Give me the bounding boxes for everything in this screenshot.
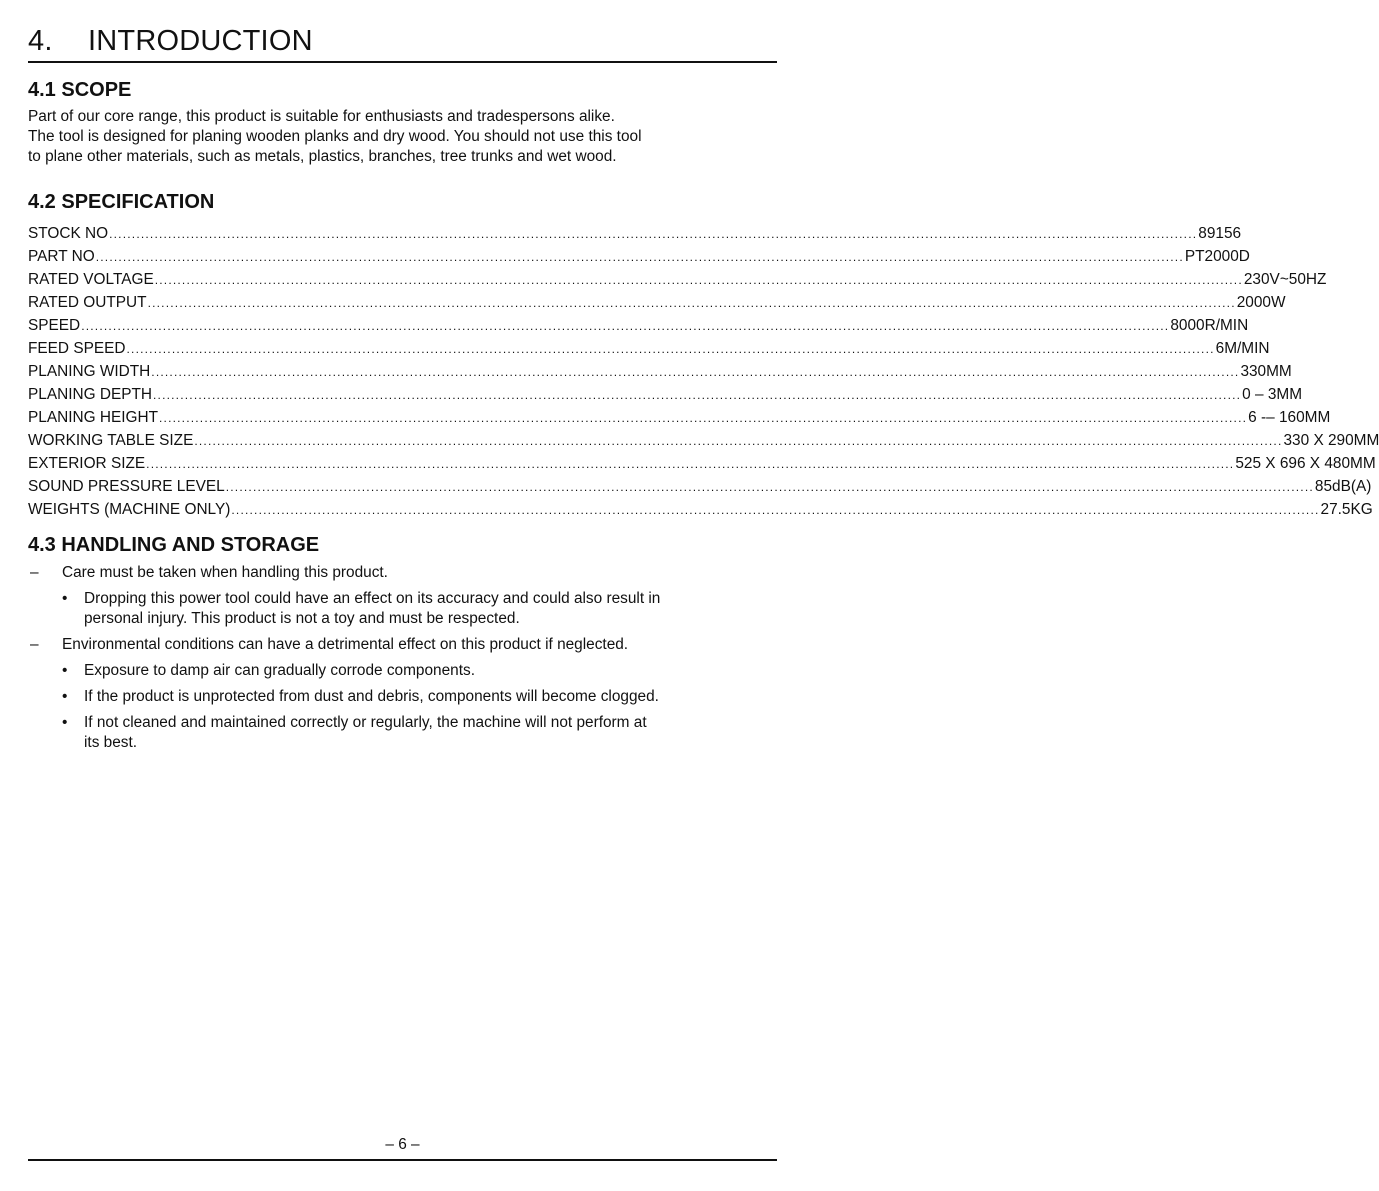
spec-row <box>28 291 1286 314</box>
spec-label: PART NO <box>28 248 95 265</box>
spec-label: RATED VOLTAGE <box>28 271 154 288</box>
spec-label: STOCK NO <box>28 225 109 242</box>
dash-marker: – <box>30 636 39 653</box>
dot-leader: ................................................................................................................................................................................................................................................ <box>153 388 1242 402</box>
spec-value: PT2000D <box>1184 248 1250 265</box>
spec-row <box>28 406 1331 429</box>
spec-label: SPEED <box>28 317 81 334</box>
footer-divider <box>28 1159 777 1161</box>
bullet-marker: • <box>62 688 68 705</box>
spec-value: 0 – 3MM <box>1242 386 1303 403</box>
handling-bullet-text: personal injury. This product is not a toy and must be respected. <box>84 610 520 627</box>
handling-heading: 4.3 HANDLING AND STORAGE <box>28 534 320 556</box>
handling-bullet <box>28 661 777 681</box>
spec-label: PLANING HEIGHT <box>28 409 158 426</box>
handling-bullet-text: If not cleaned and maintained correctly or regularly, the machine will not perform at <box>84 714 647 731</box>
handling-item <box>28 563 777 583</box>
page-number: – 6 – <box>385 1136 420 1153</box>
handling-bullet-text: Dropping this power tool could have an effect on its accuracy and could also result in <box>84 590 661 607</box>
spec-row <box>28 475 1372 498</box>
spec-value: 6 -– 160MM <box>1248 409 1331 426</box>
spec-row <box>28 360 1292 383</box>
spec-row <box>28 245 1250 268</box>
dot-leader: ................................................................................................................................................................................................................................................ <box>126 342 1215 356</box>
spec-label: SOUND PRESSURE LEVEL <box>28 478 225 495</box>
dot-leader: ................................................................................................................................................................................................................................................ <box>194 434 1283 448</box>
dot-leader: ................................................................................................................................................................................................................................................ <box>159 411 1248 425</box>
handling-bullet <box>28 589 777 629</box>
specification-list <box>28 222 1379 521</box>
spec-label: EXTERIOR SIZE <box>28 455 146 472</box>
handling-item-text: Care must be taken when handling this product. <box>62 564 388 581</box>
dash-marker: – <box>30 564 39 581</box>
spec-value: 330 X 290MM <box>1283 432 1379 449</box>
spec-value: 6M/MIN <box>1215 340 1270 357</box>
spec-label: FEED SPEED <box>28 340 126 357</box>
spec-value: 525 X 696 X 480MM <box>1235 455 1376 472</box>
spec-row <box>28 268 1327 291</box>
spec-value: 2000W <box>1236 294 1286 311</box>
title-divider <box>28 61 777 63</box>
spec-label: WEIGHTS (MACHINE ONLY) <box>28 501 231 518</box>
spec-label: RATED OUTPUT <box>28 294 147 311</box>
dot-leader: ................................................................................................................................................................................................................................................ <box>225 480 1314 494</box>
specification-heading: 4.2 SPECIFICATION <box>28 191 215 213</box>
scope-line: Part of our core range, this product is suitable for enthusiasts and tradespersons alike. <box>28 108 615 125</box>
bullet-marker: • <box>62 714 68 731</box>
spec-row <box>28 498 1373 521</box>
section-number: 4. <box>28 25 53 57</box>
spec-value: 230V~50HZ <box>1243 271 1327 288</box>
handling-bullet-text: its best. <box>84 734 138 751</box>
spec-row <box>28 452 1376 475</box>
dot-leader: ................................................................................................................................................................................................................................................ <box>95 250 1184 264</box>
manual-page <box>28 0 1379 1191</box>
spec-value: 89156 <box>1198 225 1242 242</box>
handling-list <box>28 563 777 759</box>
dot-leader: ................................................................................................................................................................................................................................................ <box>109 227 1198 241</box>
spec-row <box>28 337 1270 360</box>
spec-value: 85dB(A) <box>1314 478 1372 495</box>
spec-label: PLANING WIDTH <box>28 363 151 380</box>
handling-item-text: Environmental conditions can have a detrimental effect on this product if neglected. <box>62 636 629 653</box>
bullet-marker: • <box>62 590 68 607</box>
dot-leader: ................................................................................................................................................................................................................................................ <box>231 503 1320 517</box>
spec-value: 27.5KG <box>1320 501 1373 518</box>
handling-item <box>28 635 777 655</box>
dot-leader: ................................................................................................................................................................................................................................................ <box>147 296 1236 310</box>
section-title-text: INTRODUCTION <box>88 25 313 57</box>
handling-bullet-text: Exposure to damp air can gradually corrode components. <box>84 662 475 679</box>
spec-row <box>28 429 1379 452</box>
handling-bullet-text: If the product is unprotected from dust and debris, components will become clogged. <box>84 688 659 705</box>
dot-leader: ................................................................................................................................................................................................................................................ <box>146 457 1235 471</box>
dot-leader: ................................................................................................................................................................................................................................................ <box>154 273 1243 287</box>
dot-leader: ................................................................................................................................................................................................................................................ <box>81 319 1170 333</box>
scope-line: to plane other materials, such as metals, plastics, branches, tree trunks and wet wood. <box>28 148 617 165</box>
dot-leader: ................................................................................................................................................................................................................................................ <box>151 365 1240 379</box>
spec-value: 330MM <box>1240 363 1292 380</box>
section-title <box>28 24 313 58</box>
spec-row <box>28 314 1249 337</box>
scope-heading: 4.1 SCOPE <box>28 79 132 101</box>
spec-value: 8000R/MIN <box>1170 317 1249 334</box>
spec-row <box>28 383 1303 406</box>
spec-label: PLANING DEPTH <box>28 386 153 403</box>
spec-label: WORKING TABLE SIZE <box>28 432 194 449</box>
handling-bullet <box>28 687 777 707</box>
spec-row <box>28 222 1242 245</box>
scope-line: The tool is designed for planing wooden planks and dry wood. You should not use this tool <box>28 128 642 145</box>
handling-bullet <box>28 713 777 753</box>
scope-paragraph <box>28 107 777 167</box>
bullet-marker: • <box>62 662 68 679</box>
